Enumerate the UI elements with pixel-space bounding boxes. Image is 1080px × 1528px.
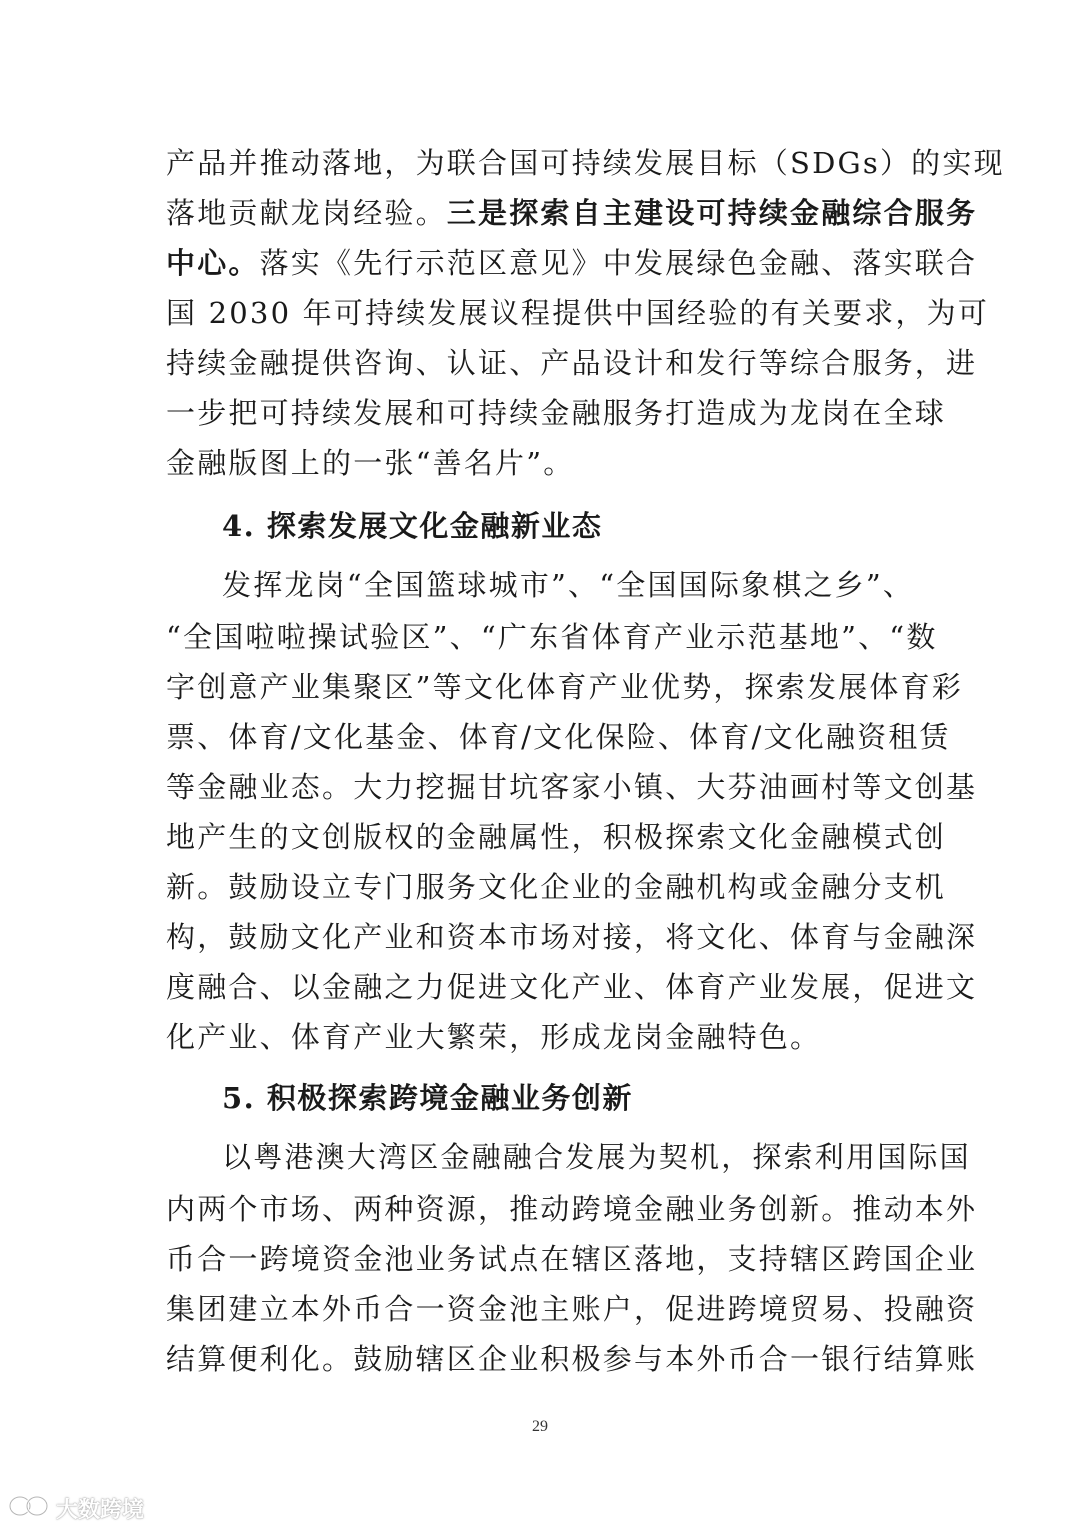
paragraph-line: 发挥龙岗“全国篮球城市”、“全国国际象棋之乡”、 [222,568,915,602]
paragraph-line: 集团建立本外币合一资金池主账户，促进跨境贸易、投融资 [166,1292,978,1326]
page-number: 29 [532,1418,548,1435]
watermark-logo-icon [8,1494,50,1522]
paragraph-line: 结算便利化。鼓励辖区企业积极参与本外币合一银行结算账 [166,1342,978,1376]
paragraph-line: 持续金融提供咨询、认证、产品设计和发行等综合服务，进 [166,346,978,380]
bold-text-run: 中心。 [166,246,260,280]
paragraph-line: 新。鼓励设立专门服务文化企业的金融机构或金融分支机 [166,870,947,904]
paragraph-line: 国 2030 年可持续发展议程提供中国经验的有关要求，为可 [166,296,990,330]
section-heading-4: 4. 探索发展文化金融新业态 [222,509,603,543]
paragraph-line: 票、体育/文化基金、体育/文化保险、体育/文化融资租赁 [166,720,951,754]
paragraph-line: 金融版图上的一张“善名片”。 [166,446,575,480]
paragraph-line: 一步把可持续发展和可持续金融服务打造成为龙岗在全球 [166,396,947,430]
paragraph-line: 字创意产业集聚区”等文化体育产业优势，探索发展体育彩 [166,670,964,704]
paragraph-line: 等金融业态。大力挖掘甘坑客家小镇、大芬油画村等文创基 [166,770,978,804]
bold-text-run: 三是探索自主建设可持续金融综合服务 [446,196,978,230]
paragraph-line: “全国啦啦操试验区”、“广东省体育产业示范基地”、“数 [166,620,938,654]
paragraph-line: 构，鼓励文化产业和资本市场对接，将文化、体育与金融深 [166,920,978,954]
paragraph-line [166,196,977,230]
paragraph-line: 地产生的文创版权的金融属性，积极探索文化金融模式创 [166,820,947,854]
watermark-text: 大数跨境 [56,1497,145,1523]
text-run: 落地贡献龙岗经验。 [166,196,447,230]
paragraph-line: 以粤港澳大湾区金融融合发展为契机，探索利用国际国 [222,1140,971,1174]
paragraph-line: 化产业、体育产业大繁荣，形成龙岗金融特色。 [166,1020,822,1054]
paragraph-line: 产品并推动落地，为联合国可持续发展目标（SDGs）的实现 [166,146,1005,180]
paragraph-line: 币合一跨境资金池业务试点在辖区落地，支持辖区跨国企业 [166,1242,978,1276]
paragraph-line [166,246,977,280]
section-heading-5: 5. 积极探索跨境金融业务创新 [222,1081,633,1115]
text-run: 落实《先行示范区意见》中发展绿色金融、落实联合 [259,246,978,280]
watermark [8,1494,144,1522]
paragraph-line: 内两个市场、两种资源，推动跨境金融业务创新。推动本外 [166,1192,978,1226]
paragraph-line: 度融合、以金融之力促进文化产业、体育产业发展，促进文 [166,970,978,1004]
